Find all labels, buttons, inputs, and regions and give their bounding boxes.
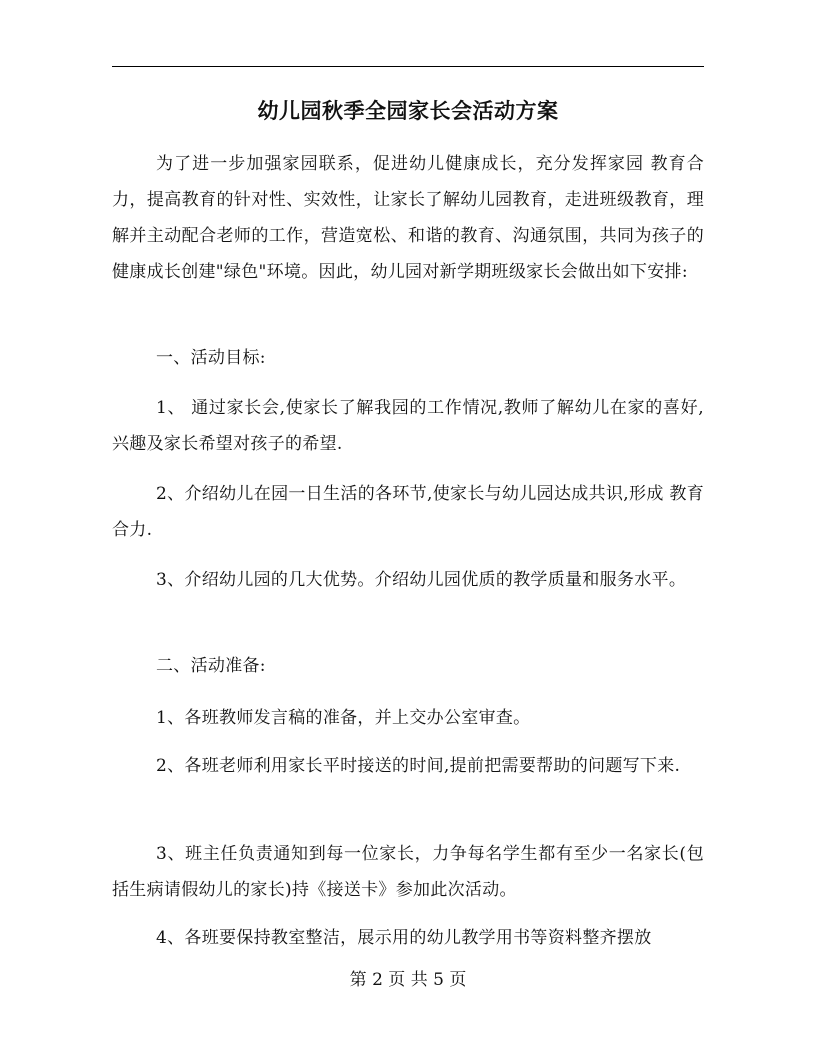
document-title: 幼儿园秋季全园家长会活动方案 (257, 98, 559, 123)
section-heading-goals: 一、活动目标: (156, 348, 266, 368)
prep-item-4: 4、各班要保持教室整洁，展示用的幼儿教学用书等资料整齐摆放 (156, 928, 652, 948)
header-rule (112, 66, 704, 67)
page-number: 第 2 页 共 5 页 (349, 970, 467, 990)
prep-item-1: 1、各班教师发言稿的准备，并上交办公室审查。 (156, 708, 531, 728)
goal-item-2: 2、介绍幼儿在园一日生活的各环节,使家长与幼儿园达成共识,形成 教育合力. (112, 484, 704, 540)
goal-item-1: 1、 通过家长会,使家长了解我园的工作情况,教师了解幼儿在家的喜好,兴趣及家长希望对孩子的希望. (112, 398, 704, 454)
prep-item-2: 2、各班老师利用家长平时接送的时间,提前把需要帮助的问题写下来. (156, 756, 681, 776)
goal-item-3: 3、介绍幼儿园的几大优势。介绍幼儿园优质的教学质量和服务水平。 (156, 570, 687, 590)
prep-item-3: 3、班主任负责通知到每一位家长，力争每名学生都有至少一名家长(包括生病请假幼儿的家长)持《接送卡》参加此次活动。 (112, 844, 704, 900)
section-heading-preparation: 二、活动准备: (156, 656, 266, 676)
intro-paragraph: 为了进一步加强家园联系，促进幼儿健康成长，充分发挥家园 教育合力，提高教育的针对性、实效性，让家长了解幼儿园教育，走进班级教育，理解并主动配合老师的工作，营造宽松、和谐的教育、沟通氛围，共同为孩子的健康成长创建"绿色"环境。因此，幼儿园对新学期班级家长会做出如下安排: (112, 154, 704, 282)
